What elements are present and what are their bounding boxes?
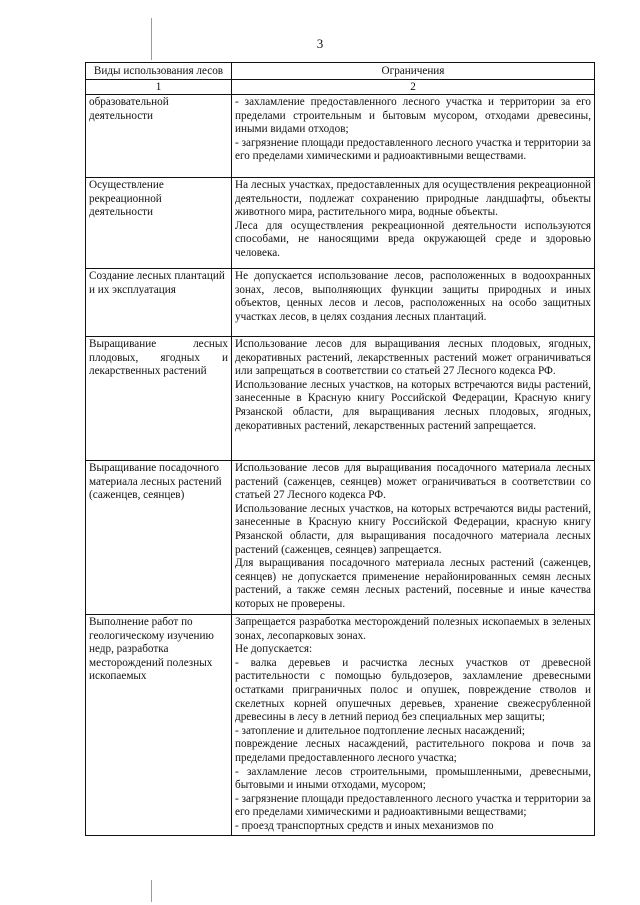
table-row <box>86 461 595 615</box>
restriction-paragraph: повреждение лесных насаждений, растительного покрова и почв за пределами предоставленного лесного участка; <box>235 738 591 764</box>
column-number-row <box>86 80 595 95</box>
restriction-paragraph: Использование лесных участков, на которых встречаются виды растений, занесенные в Красную книгу Российской Федерации, красную книгу Рязанской области, для выращивания посадочного материала лесных растений (саженцев, сеянцев) запрещается. <box>235 502 591 556</box>
restrictions-cell <box>232 269 595 337</box>
restrictions-cell <box>232 178 595 269</box>
forest-use-cell: Выполнение работ по геологическому изучению недр, разработка месторождений полезных ископаемых <box>86 615 232 836</box>
restrictions-cell <box>232 461 595 615</box>
column-number: 2 <box>232 80 595 95</box>
restriction-paragraph: - захламление лесов строительными, промышленными, древесными, бытовыми и иными отходами, мусором; <box>235 765 591 792</box>
restrictions-cell <box>232 615 595 836</box>
restrictions-cell <box>232 95 595 178</box>
table-row <box>86 337 595 461</box>
restriction-paragraph: Запрещается разработка месторождений полезных ископаемых в зеленых зонах, лесопарковых зонах. <box>235 616 591 642</box>
restriction-paragraph: - захламление предоставленного лесного участка и территории за его пределами строительным и бытовым мусором, отходами древесины, иными видами отходов; <box>235 96 591 136</box>
restriction-paragraph: Не допускается использование лесов, расположенных в водоохранных зонах, лесов, выполняющих функции защиты природных и иных объектов, ценных лесов и лесов, расположенных на особо защитных участках лесов, в целях создания лесных плантаций. <box>235 270 591 323</box>
scan-artifact-line <box>151 880 152 902</box>
table-row <box>86 178 595 269</box>
forest-use-cell: образовательной деятельности <box>86 95 232 178</box>
forest-use-cell: Выращивание лесных плодовых, ягодных и лекарственных растений <box>86 337 232 461</box>
header-restrictions: Ограничения <box>232 63 595 80</box>
page-number: 3 <box>316 36 324 51</box>
forest-use-restrictions-table <box>85 62 595 836</box>
restriction-paragraph: Использование лесных участков, на которых встречаются виды растений, занесенные в Красную книгу Российской Федерации, Красную книгу Рязанской области, для выращивания лесных плодовых, ягодных, декоративных растений, лекарственных растений запрещается. <box>235 378 591 432</box>
restriction-paragraph: - загрязнение площади предоставленного лесного участка и территории за его пределами химическими и радиоактивными веществами. <box>235 136 591 163</box>
restriction-paragraph: - затопление и длительное подтопление лесных насаждений; <box>235 724 526 737</box>
restriction-paragraph: - проезд транспортных средств и иных механизмов по <box>235 819 494 832</box>
column-number: 1 <box>86 80 232 95</box>
restriction-paragraph: Использование лесов для выращивания посадочного материала лесных растений (саженцев, сеянцев) может ограничиваться в соответствии со статьей 27 Лесного кодекса РФ. <box>235 462 591 502</box>
forest-use-cell: Выращивание посадочного материала лесных растений (саженцев, сеянцев) <box>86 461 232 615</box>
restriction-paragraph: - загрязнение площади предоставленного лесного участка и территории за его пределами химическими и радиоактивными веществами; <box>235 792 591 819</box>
forest-use-cell: Осуществление рекреационной деятельности <box>86 178 232 269</box>
restriction-paragraph: - валка деревьев и расчистка лесных участков от древесной растительности с помощью бульдозеров, захламление древесными остатками приграничных полос и опушек, повреждение стволов и скелетных корней опушечных деревьев, хранение свежесрубленной древесины в лесу в летний период без специальных мер защиты; <box>235 656 591 724</box>
header-forest-use-types: Виды использования лесов <box>86 63 232 80</box>
restriction-paragraph: На лесных участках, предоставленных для осуществления рекреационной деятельности, подлежат сохранению природные ландшафты, объекты животного мира, растительного мира, водные объекты. <box>235 179 591 219</box>
table-row <box>86 269 595 337</box>
scan-artifact-line <box>151 18 152 60</box>
table-header-row <box>86 63 595 80</box>
restriction-paragraph: Для выращивания посадочного материала лесных растений (саженцев, сеянцев) не допускается применение нерайонированных семян лесных растений, а также семян лесных растений, посевные и иные качества которых не проверены. <box>235 557 591 610</box>
restrictions-cell <box>232 337 595 461</box>
table-row <box>86 615 595 836</box>
restriction-paragraph: Использование лесов для выращивания лесных плодовых, ягодных, декоративных растений, лекарственных растений может ограничиваться или запрещаться в соответствии со статьей 27 Лесного кодекса РФ. <box>235 338 591 378</box>
table-row <box>86 95 595 178</box>
forest-use-cell: Создание лесных плантаций и их эксплуатация <box>86 269 232 337</box>
restriction-paragraph: Не допускается: <box>235 643 313 656</box>
restriction-paragraph: Леса для осуществления рекреационной деятельности используются способами, не наносящими вреда окружающей среде и здоровью человека. <box>235 219 591 259</box>
